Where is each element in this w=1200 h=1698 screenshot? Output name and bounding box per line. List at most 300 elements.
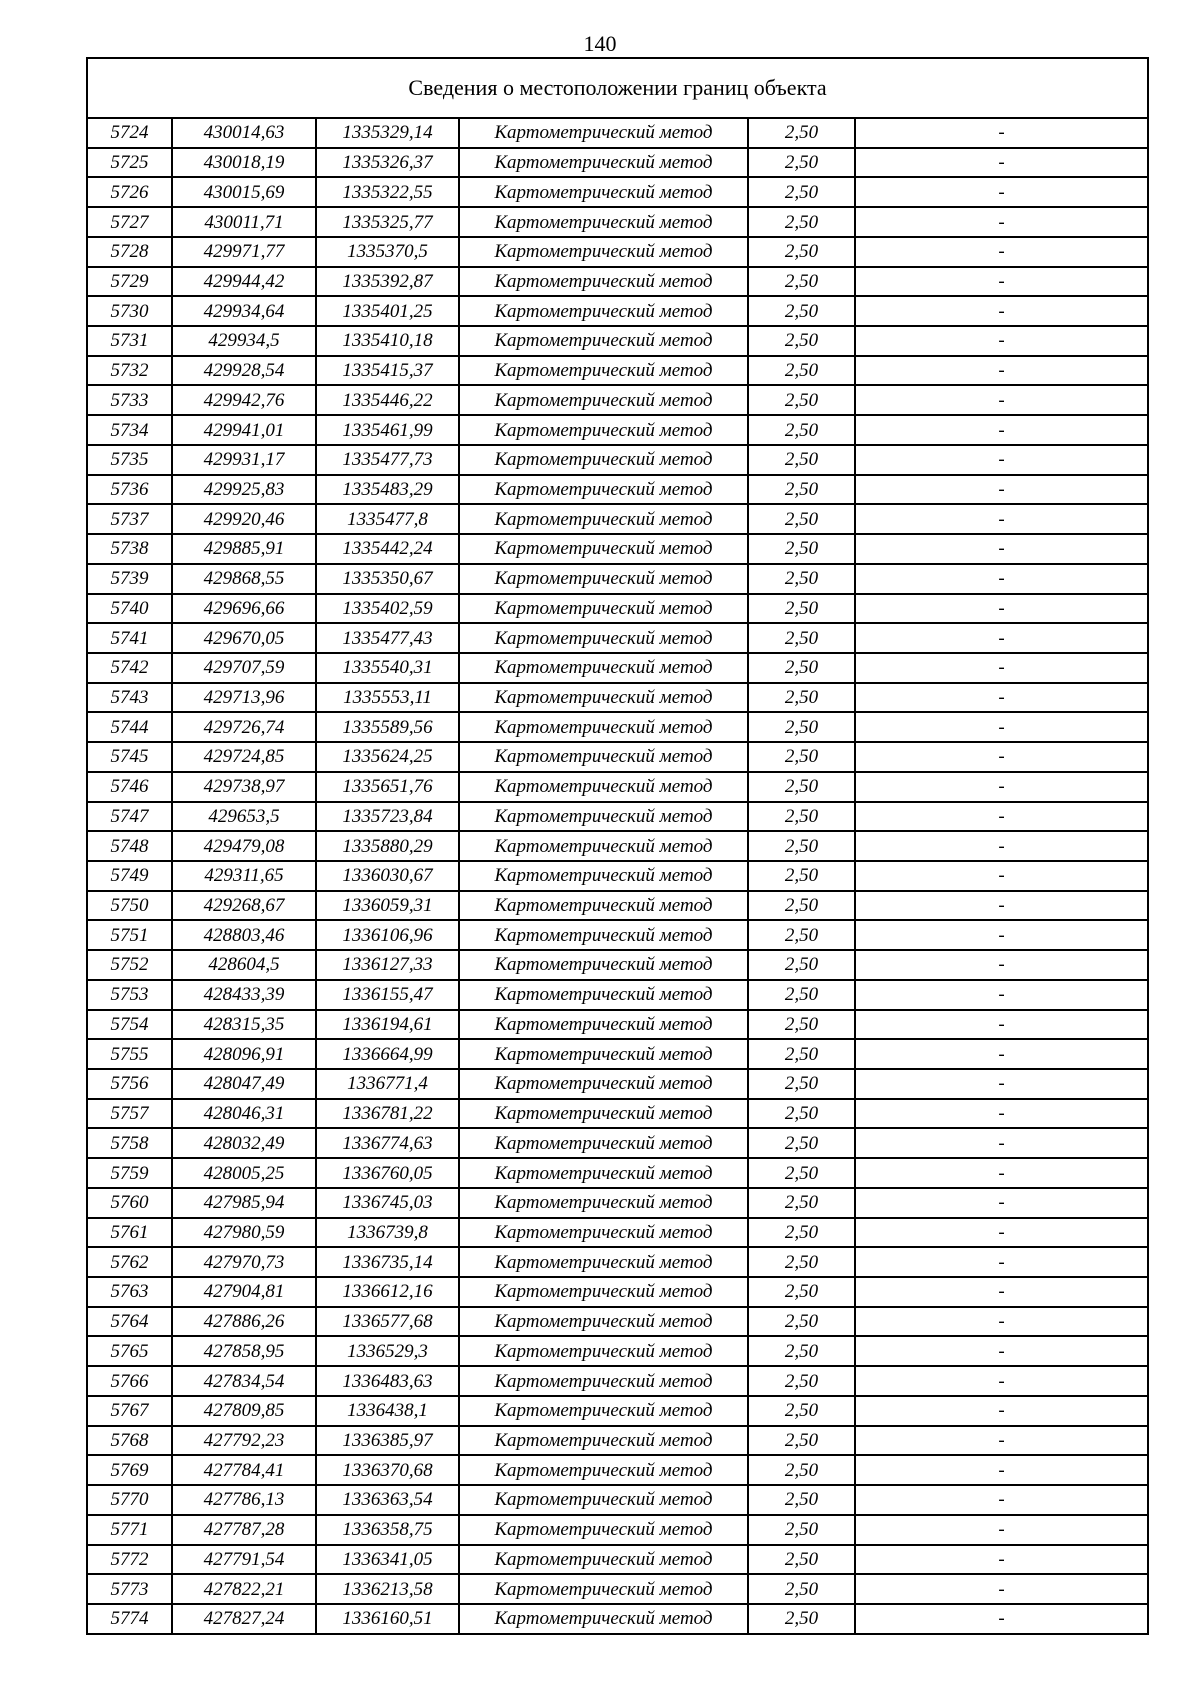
point-number-cell: 5752 <box>87 950 172 980</box>
x-coordinate-cell: 427787,28 <box>172 1515 316 1545</box>
point-number-cell: 5764 <box>87 1307 172 1337</box>
table-row <box>87 1247 1148 1277</box>
method-cell: Картометрический метод <box>459 504 748 534</box>
table-row <box>87 118 1148 148</box>
description-cell: - <box>855 177 1148 207</box>
y-coordinate-cell: 1335350,67 <box>316 564 459 594</box>
accuracy-cell: 2,50 <box>748 475 855 505</box>
x-coordinate-cell: 430014,63 <box>172 118 316 148</box>
x-coordinate-cell: 429925,83 <box>172 475 316 505</box>
y-coordinate-cell: 1335477,8 <box>316 504 459 534</box>
y-coordinate-cell: 1335370,5 <box>316 237 459 267</box>
method-cell: Картометрический метод <box>459 118 748 148</box>
y-coordinate-cell: 1336194,61 <box>316 1010 459 1040</box>
x-coordinate-cell: 429724,85 <box>172 742 316 772</box>
point-number-cell: 5740 <box>87 594 172 624</box>
y-coordinate-cell: 1335329,14 <box>316 118 459 148</box>
method-cell: Картометрический метод <box>459 445 748 475</box>
description-cell: - <box>855 534 1148 564</box>
method-cell: Картометрический метод <box>459 802 748 832</box>
point-number-cell: 5725 <box>87 148 172 178</box>
accuracy-cell: 2,50 <box>748 385 855 415</box>
table-row <box>87 356 1148 386</box>
x-coordinate-cell: 427822,21 <box>172 1574 316 1604</box>
x-coordinate-cell: 429941,01 <box>172 415 316 445</box>
table-row <box>87 148 1148 178</box>
accuracy-cell: 2,50 <box>748 1158 855 1188</box>
description-cell: - <box>855 1307 1148 1337</box>
x-coordinate-cell: 427791,54 <box>172 1545 316 1575</box>
accuracy-cell: 2,50 <box>748 950 855 980</box>
point-number-cell: 5773 <box>87 1574 172 1604</box>
description-cell: - <box>855 594 1148 624</box>
point-number-cell: 5731 <box>87 326 172 356</box>
point-number-cell: 5724 <box>87 118 172 148</box>
y-coordinate-cell: 1336774,63 <box>316 1128 459 1158</box>
description-cell: - <box>855 296 1148 326</box>
point-number-cell: 5735 <box>87 445 172 475</box>
method-cell: Картометрический метод <box>459 1039 748 1069</box>
method-cell: Картометрический метод <box>459 831 748 861</box>
x-coordinate-cell: 429653,5 <box>172 802 316 832</box>
method-cell: Картометрический метод <box>459 385 748 415</box>
description-cell: - <box>855 891 1148 921</box>
table-row <box>87 1574 1148 1604</box>
table-row <box>87 1485 1148 1515</box>
method-cell: Картометрический метод <box>459 1336 748 1366</box>
description-cell: - <box>855 445 1148 475</box>
point-number-cell: 5737 <box>87 504 172 534</box>
y-coordinate-cell: 1336363,54 <box>316 1485 459 1515</box>
method-cell: Картометрический метод <box>459 891 748 921</box>
accuracy-cell: 2,50 <box>748 326 855 356</box>
method-cell: Картометрический метод <box>459 1366 748 1396</box>
accuracy-cell: 2,50 <box>748 831 855 861</box>
table-row <box>87 653 1148 683</box>
method-cell: Картометрический метод <box>459 1545 748 1575</box>
y-coordinate-cell: 1336739,8 <box>316 1218 459 1248</box>
point-number-cell: 5742 <box>87 653 172 683</box>
x-coordinate-cell: 428433,39 <box>172 980 316 1010</box>
description-cell: - <box>855 1039 1148 1069</box>
y-coordinate-cell: 1336735,14 <box>316 1247 459 1277</box>
accuracy-cell: 2,50 <box>748 1604 855 1634</box>
table-row <box>87 980 1148 1010</box>
x-coordinate-cell: 429696,66 <box>172 594 316 624</box>
method-cell: Картометрический метод <box>459 1574 748 1604</box>
method-cell: Картометрический метод <box>459 1426 748 1456</box>
method-cell: Картометрический метод <box>459 356 748 386</box>
point-number-cell: 5753 <box>87 980 172 1010</box>
description-cell: - <box>855 861 1148 891</box>
method-cell: Картометрический метод <box>459 1307 748 1337</box>
x-coordinate-cell: 429944,42 <box>172 267 316 297</box>
table-row <box>87 1366 1148 1396</box>
description-cell: - <box>855 772 1148 802</box>
point-number-cell: 5772 <box>87 1545 172 1575</box>
y-coordinate-cell: 1336483,63 <box>316 1366 459 1396</box>
description-cell: - <box>855 1604 1148 1634</box>
x-coordinate-cell: 428604,5 <box>172 950 316 980</box>
description-cell: - <box>855 148 1148 178</box>
table-row <box>87 296 1148 326</box>
method-cell: Картометрический метод <box>459 980 748 1010</box>
table-row <box>87 1158 1148 1188</box>
y-coordinate-cell: 1335461,99 <box>316 415 459 445</box>
method-cell: Картометрический метод <box>459 415 748 445</box>
x-coordinate-cell: 429707,59 <box>172 653 316 683</box>
x-coordinate-cell: 427786,13 <box>172 1485 316 1515</box>
y-coordinate-cell: 1335326,37 <box>316 148 459 178</box>
description-cell: - <box>855 118 1148 148</box>
description-cell: - <box>855 802 1148 832</box>
y-coordinate-cell: 1335589,56 <box>316 712 459 742</box>
method-cell: Картометрический метод <box>459 1604 748 1634</box>
accuracy-cell: 2,50 <box>748 1307 855 1337</box>
description-cell: - <box>855 267 1148 297</box>
point-number-cell: 5726 <box>87 177 172 207</box>
x-coordinate-cell: 428032,49 <box>172 1128 316 1158</box>
accuracy-cell: 2,50 <box>748 177 855 207</box>
accuracy-cell: 2,50 <box>748 653 855 683</box>
accuracy-cell: 2,50 <box>748 712 855 742</box>
x-coordinate-cell: 429971,77 <box>172 237 316 267</box>
method-cell: Картометрический метод <box>459 683 748 713</box>
method-cell: Картометрический метод <box>459 1099 748 1129</box>
description-cell: - <box>855 356 1148 386</box>
point-number-cell: 5762 <box>87 1247 172 1277</box>
method-cell: Картометрический метод <box>459 1010 748 1040</box>
y-coordinate-cell: 1335325,77 <box>316 207 459 237</box>
accuracy-cell: 2,50 <box>748 683 855 713</box>
point-number-cell: 5746 <box>87 772 172 802</box>
description-cell: - <box>855 1396 1148 1426</box>
table-header-row <box>87 58 1148 118</box>
table-row <box>87 1069 1148 1099</box>
y-coordinate-cell: 1335322,55 <box>316 177 459 207</box>
y-coordinate-cell: 1336612,16 <box>316 1277 459 1307</box>
accuracy-cell: 2,50 <box>748 1574 855 1604</box>
table-row <box>87 1039 1148 1069</box>
method-cell: Картометрический метод <box>459 1218 748 1248</box>
table-row <box>87 1277 1148 1307</box>
table-row <box>87 623 1148 653</box>
table-row <box>87 1099 1148 1129</box>
table-row <box>87 712 1148 742</box>
y-coordinate-cell: 1335402,59 <box>316 594 459 624</box>
y-coordinate-cell: 1336370,68 <box>316 1455 459 1485</box>
table-row <box>87 237 1148 267</box>
point-number-cell: 5730 <box>87 296 172 326</box>
accuracy-cell: 2,50 <box>748 980 855 1010</box>
point-number-cell: 5771 <box>87 1515 172 1545</box>
table-row <box>87 1545 1148 1575</box>
y-coordinate-cell: 1336664,99 <box>316 1039 459 1069</box>
description-cell: - <box>855 1455 1148 1485</box>
accuracy-cell: 2,50 <box>748 742 855 772</box>
accuracy-cell: 2,50 <box>748 1039 855 1069</box>
point-number-cell: 5736 <box>87 475 172 505</box>
point-number-cell: 5767 <box>87 1396 172 1426</box>
x-coordinate-cell: 428315,35 <box>172 1010 316 1040</box>
description-cell: - <box>855 1485 1148 1515</box>
y-coordinate-cell: 1335477,43 <box>316 623 459 653</box>
y-coordinate-cell: 1335477,73 <box>316 445 459 475</box>
method-cell: Картометрический метод <box>459 712 748 742</box>
accuracy-cell: 2,50 <box>748 920 855 950</box>
description-cell: - <box>855 1099 1148 1129</box>
y-coordinate-cell: 1336438,1 <box>316 1396 459 1426</box>
x-coordinate-cell: 427827,24 <box>172 1604 316 1634</box>
x-coordinate-cell: 427980,59 <box>172 1218 316 1248</box>
y-coordinate-cell: 1335415,37 <box>316 356 459 386</box>
point-number-cell: 5763 <box>87 1277 172 1307</box>
method-cell: Картометрический метод <box>459 267 748 297</box>
y-coordinate-cell: 1335483,29 <box>316 475 459 505</box>
accuracy-cell: 2,50 <box>748 445 855 475</box>
x-coordinate-cell: 427809,85 <box>172 1396 316 1426</box>
table-row <box>87 683 1148 713</box>
x-coordinate-cell: 427834,54 <box>172 1366 316 1396</box>
description-cell: - <box>855 475 1148 505</box>
method-cell: Картометрический метод <box>459 772 748 802</box>
table-row <box>87 1455 1148 1485</box>
y-coordinate-cell: 1336341,05 <box>316 1545 459 1575</box>
x-coordinate-cell: 427985,94 <box>172 1188 316 1218</box>
description-cell: - <box>855 831 1148 861</box>
y-coordinate-cell: 1335553,11 <box>316 683 459 713</box>
x-coordinate-cell: 429268,67 <box>172 891 316 921</box>
x-coordinate-cell: 430018,19 <box>172 148 316 178</box>
x-coordinate-cell: 430015,69 <box>172 177 316 207</box>
method-cell: Картометрический метод <box>459 920 748 950</box>
accuracy-cell: 2,50 <box>748 415 855 445</box>
accuracy-cell: 2,50 <box>748 564 855 594</box>
table-row <box>87 1307 1148 1337</box>
point-number-cell: 5743 <box>87 683 172 713</box>
y-coordinate-cell: 1336106,96 <box>316 920 459 950</box>
description-cell: - <box>855 712 1148 742</box>
description-cell: - <box>855 1218 1148 1248</box>
point-number-cell: 5768 <box>87 1426 172 1456</box>
y-coordinate-cell: 1335446,22 <box>316 385 459 415</box>
table-row <box>87 1396 1148 1426</box>
point-number-cell: 5755 <box>87 1039 172 1069</box>
table-row <box>87 950 1148 980</box>
description-cell: - <box>855 683 1148 713</box>
description-cell: - <box>855 237 1148 267</box>
description-cell: - <box>855 623 1148 653</box>
y-coordinate-cell: 1336213,58 <box>316 1574 459 1604</box>
y-coordinate-cell: 1335392,87 <box>316 267 459 297</box>
method-cell: Картометрический метод <box>459 475 748 505</box>
description-cell: - <box>855 564 1148 594</box>
description-cell: - <box>855 1128 1148 1158</box>
accuracy-cell: 2,50 <box>748 1455 855 1485</box>
method-cell: Картометрический метод <box>459 564 748 594</box>
method-cell: Картометрический метод <box>459 148 748 178</box>
x-coordinate-cell: 427784,41 <box>172 1455 316 1485</box>
method-cell: Картометрический метод <box>459 534 748 564</box>
point-number-cell: 5749 <box>87 861 172 891</box>
method-cell: Картометрический метод <box>459 296 748 326</box>
method-cell: Картометрический метод <box>459 1158 748 1188</box>
x-coordinate-cell: 428046,31 <box>172 1099 316 1129</box>
accuracy-cell: 2,50 <box>748 1218 855 1248</box>
method-cell: Картометрический метод <box>459 177 748 207</box>
method-cell: Картометрический метод <box>459 1188 748 1218</box>
point-number-cell: 5728 <box>87 237 172 267</box>
method-cell: Картометрический метод <box>459 1069 748 1099</box>
accuracy-cell: 2,50 <box>748 1188 855 1218</box>
table-row <box>87 177 1148 207</box>
description-cell: - <box>855 920 1148 950</box>
description-cell: - <box>855 653 1148 683</box>
table-row <box>87 445 1148 475</box>
accuracy-cell: 2,50 <box>748 296 855 326</box>
accuracy-cell: 2,50 <box>748 267 855 297</box>
table-row <box>87 534 1148 564</box>
description-cell: - <box>855 207 1148 237</box>
x-coordinate-cell: 429931,17 <box>172 445 316 475</box>
accuracy-cell: 2,50 <box>748 802 855 832</box>
point-number-cell: 5774 <box>87 1604 172 1634</box>
point-number-cell: 5765 <box>87 1336 172 1366</box>
accuracy-cell: 2,50 <box>748 1099 855 1129</box>
point-number-cell: 5739 <box>87 564 172 594</box>
point-number-cell: 5750 <box>87 891 172 921</box>
accuracy-cell: 2,50 <box>748 1069 855 1099</box>
y-coordinate-cell: 1336781,22 <box>316 1099 459 1129</box>
x-coordinate-cell: 429311,65 <box>172 861 316 891</box>
table-row <box>87 207 1148 237</box>
table-title: Сведения о местоположении границ объекта <box>87 58 1148 118</box>
boundary-coordinates-table <box>86 57 1149 1635</box>
point-number-cell: 5732 <box>87 356 172 386</box>
method-cell: Картометрический метод <box>459 653 748 683</box>
description-cell: - <box>855 1010 1148 1040</box>
point-number-cell: 5756 <box>87 1069 172 1099</box>
x-coordinate-cell: 429738,97 <box>172 772 316 802</box>
description-cell: - <box>855 1188 1148 1218</box>
x-coordinate-cell: 427792,23 <box>172 1426 316 1456</box>
description-cell: - <box>855 1069 1148 1099</box>
point-number-cell: 5770 <box>87 1485 172 1515</box>
table-row <box>87 564 1148 594</box>
y-coordinate-cell: 1336155,47 <box>316 980 459 1010</box>
x-coordinate-cell: 429928,54 <box>172 356 316 386</box>
x-coordinate-cell: 428803,46 <box>172 920 316 950</box>
accuracy-cell: 2,50 <box>748 148 855 178</box>
y-coordinate-cell: 1335880,29 <box>316 831 459 861</box>
table-row <box>87 742 1148 772</box>
method-cell: Картометрический метод <box>459 1277 748 1307</box>
point-number-cell: 5745 <box>87 742 172 772</box>
accuracy-cell: 2,50 <box>748 1485 855 1515</box>
accuracy-cell: 2,50 <box>748 1128 855 1158</box>
point-number-cell: 5741 <box>87 623 172 653</box>
table-row <box>87 385 1148 415</box>
y-coordinate-cell: 1336358,75 <box>316 1515 459 1545</box>
point-number-cell: 5727 <box>87 207 172 237</box>
point-number-cell: 5758 <box>87 1128 172 1158</box>
point-number-cell: 5769 <box>87 1455 172 1485</box>
y-coordinate-cell: 1335723,84 <box>316 802 459 832</box>
point-number-cell: 5734 <box>87 415 172 445</box>
x-coordinate-cell: 428096,91 <box>172 1039 316 1069</box>
table-row <box>87 891 1148 921</box>
method-cell: Картометрический метод <box>459 237 748 267</box>
table-row <box>87 920 1148 950</box>
y-coordinate-cell: 1336577,68 <box>316 1307 459 1337</box>
point-number-cell: 5733 <box>87 385 172 415</box>
x-coordinate-cell: 427970,73 <box>172 1247 316 1277</box>
description-cell: - <box>855 1366 1148 1396</box>
x-coordinate-cell: 429920,46 <box>172 504 316 534</box>
method-cell: Картометрический метод <box>459 623 748 653</box>
y-coordinate-cell: 1335540,31 <box>316 653 459 683</box>
x-coordinate-cell: 428005,25 <box>172 1158 316 1188</box>
method-cell: Картометрический метод <box>459 1128 748 1158</box>
point-number-cell: 5757 <box>87 1099 172 1129</box>
x-coordinate-cell: 427904,81 <box>172 1277 316 1307</box>
point-number-cell: 5759 <box>87 1158 172 1188</box>
x-coordinate-cell: 429942,76 <box>172 385 316 415</box>
method-cell: Картометрический метод <box>459 1247 748 1277</box>
y-coordinate-cell: 1336771,4 <box>316 1069 459 1099</box>
x-coordinate-cell: 429713,96 <box>172 683 316 713</box>
description-cell: - <box>855 1247 1148 1277</box>
table-row <box>87 831 1148 861</box>
description-cell: - <box>855 385 1148 415</box>
x-coordinate-cell: 429934,5 <box>172 326 316 356</box>
description-cell: - <box>855 1277 1148 1307</box>
y-coordinate-cell: 1336745,03 <box>316 1188 459 1218</box>
table-row <box>87 802 1148 832</box>
accuracy-cell: 2,50 <box>748 1545 855 1575</box>
x-coordinate-cell: 429868,55 <box>172 564 316 594</box>
description-cell: - <box>855 1545 1148 1575</box>
method-cell: Картометрический метод <box>459 1515 748 1545</box>
description-cell: - <box>855 1336 1148 1366</box>
accuracy-cell: 2,50 <box>748 1515 855 1545</box>
point-number-cell: 5729 <box>87 267 172 297</box>
table-row <box>87 1515 1148 1545</box>
method-cell: Картометрический метод <box>459 326 748 356</box>
point-number-cell: 5766 <box>87 1366 172 1396</box>
accuracy-cell: 2,50 <box>748 1277 855 1307</box>
y-coordinate-cell: 1336030,67 <box>316 861 459 891</box>
x-coordinate-cell: 427886,26 <box>172 1307 316 1337</box>
table-row <box>87 475 1148 505</box>
description-cell: - <box>855 950 1148 980</box>
point-number-cell: 5754 <box>87 1010 172 1040</box>
table-row <box>87 1336 1148 1366</box>
y-coordinate-cell: 1336127,33 <box>316 950 459 980</box>
description-cell: - <box>855 1426 1148 1456</box>
accuracy-cell: 2,50 <box>748 504 855 534</box>
table-row <box>87 1218 1148 1248</box>
accuracy-cell: 2,50 <box>748 861 855 891</box>
x-coordinate-cell: 429885,91 <box>172 534 316 564</box>
accuracy-cell: 2,50 <box>748 207 855 237</box>
x-coordinate-cell: 430011,71 <box>172 207 316 237</box>
accuracy-cell: 2,50 <box>748 594 855 624</box>
table-row <box>87 267 1148 297</box>
description-cell: - <box>855 504 1148 534</box>
table-row <box>87 1128 1148 1158</box>
page-number: 140 <box>583 31 617 56</box>
